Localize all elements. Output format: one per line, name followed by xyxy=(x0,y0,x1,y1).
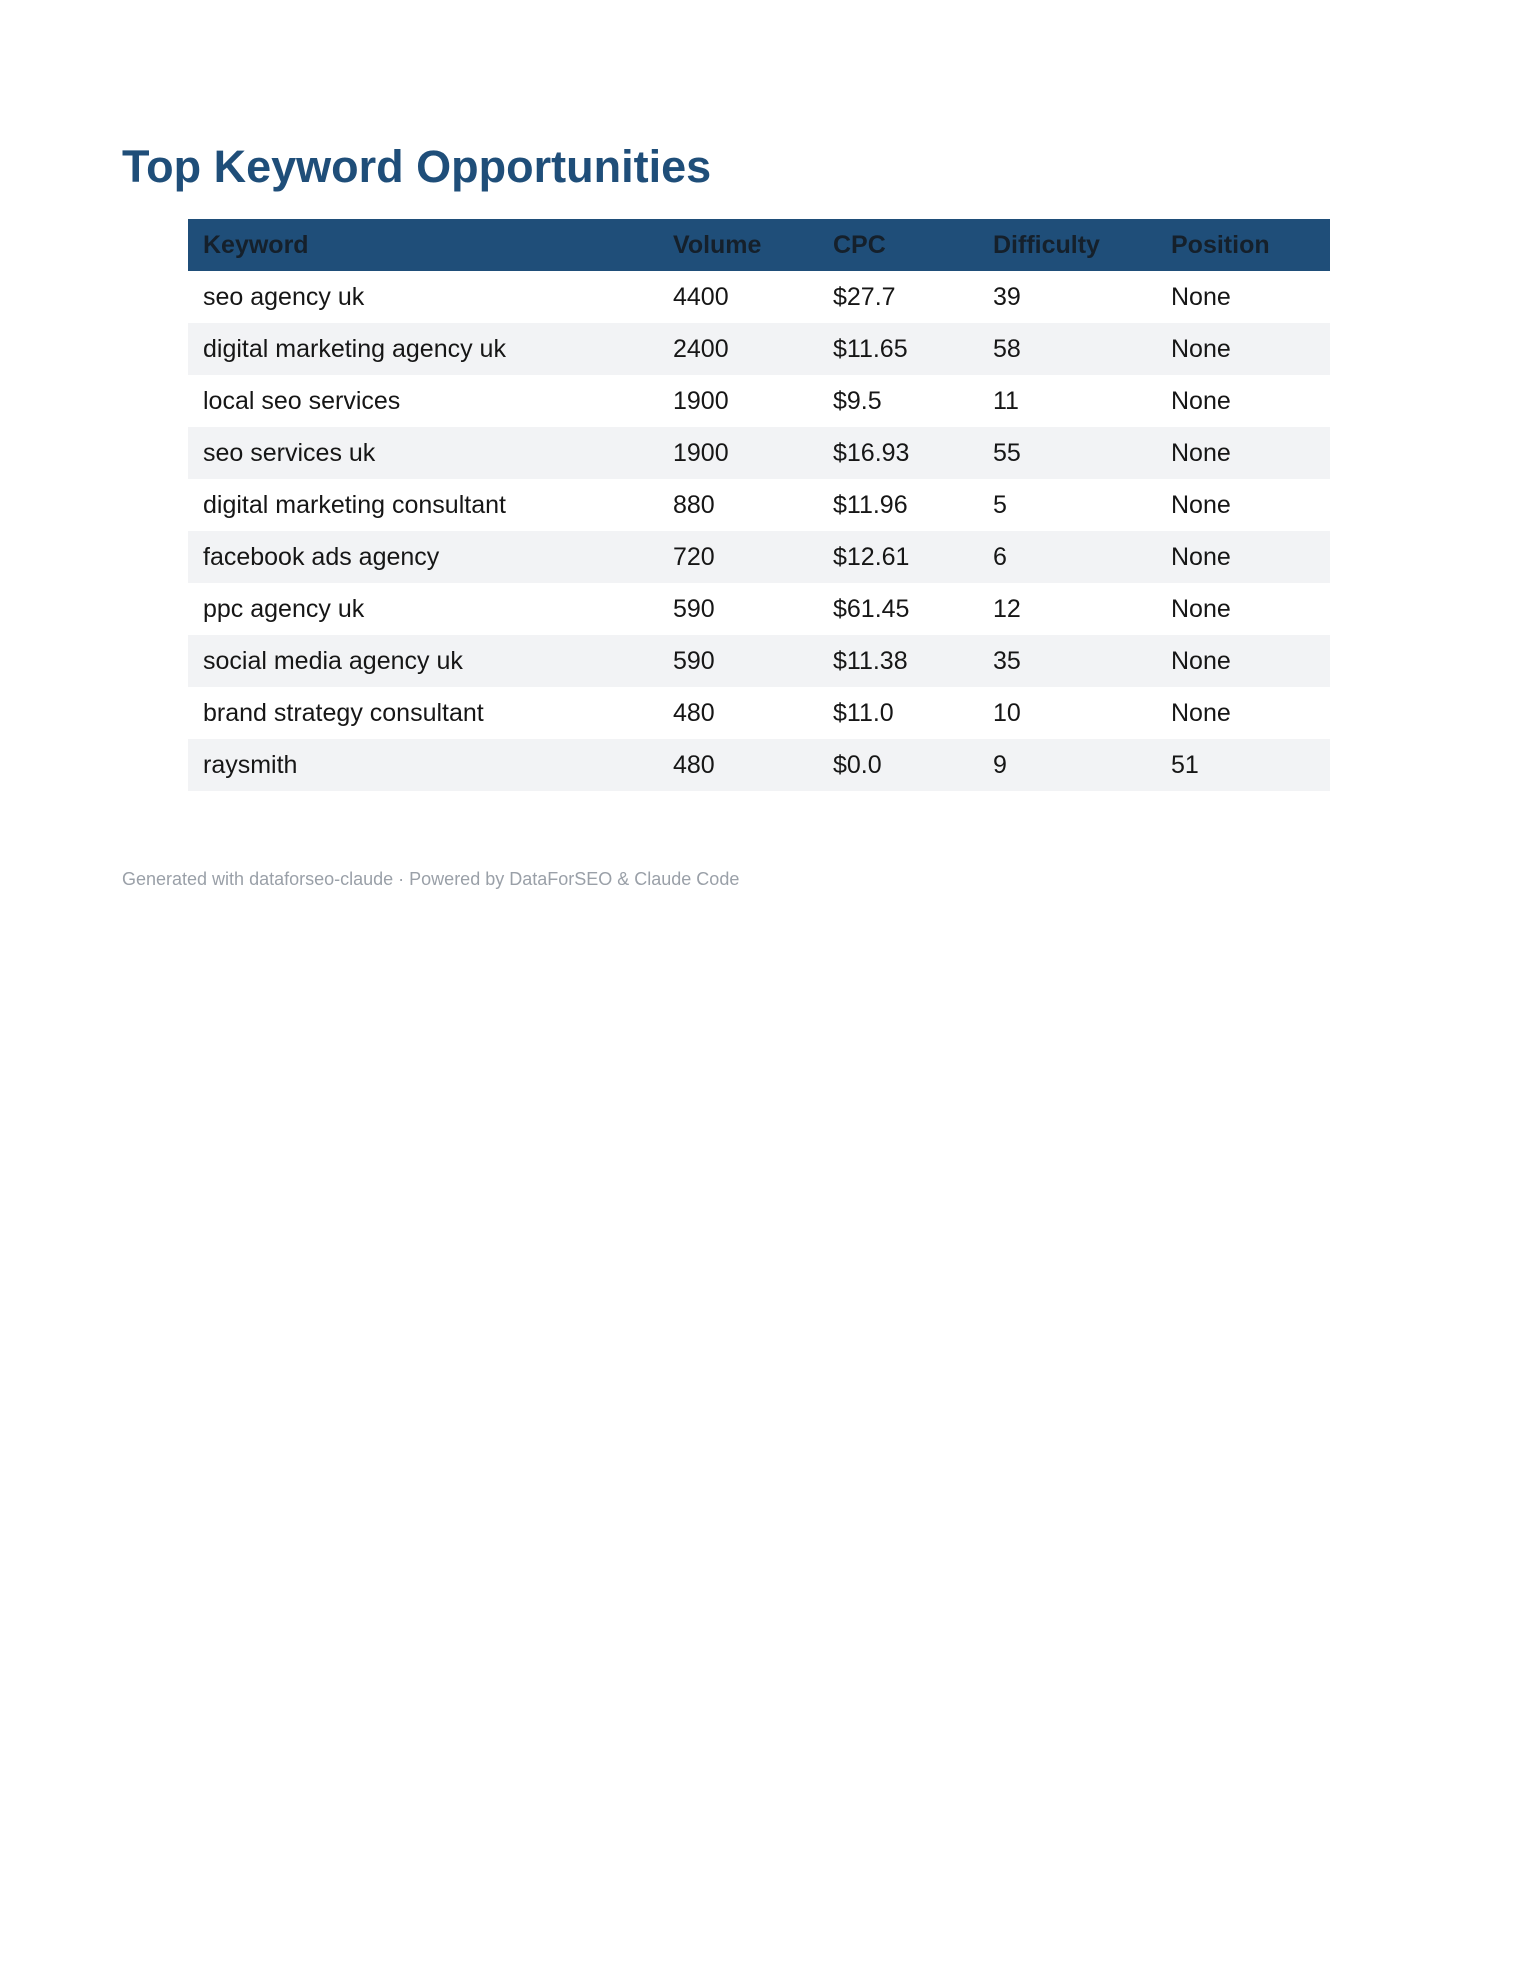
table-row xyxy=(188,271,1330,323)
volume-cell: 480 xyxy=(673,698,715,727)
difficulty-cell: 11 xyxy=(993,386,1019,415)
keyword-cell: local seo services xyxy=(203,386,401,415)
difficulty-cell: 6 xyxy=(978,531,1156,583)
position-cell: None xyxy=(1156,531,1330,583)
keyword-cell: facebook ads agency xyxy=(188,531,658,583)
table-row xyxy=(188,739,1330,791)
table-row xyxy=(188,583,1330,635)
cpc-cell: $61.45 xyxy=(833,594,910,623)
volume-cell: 1900 xyxy=(658,427,818,479)
position-cell: 51 xyxy=(1156,739,1330,791)
position-cell: None xyxy=(1171,490,1231,519)
page-title: Top Keyword Opportunities xyxy=(122,141,712,192)
table-row xyxy=(188,531,1330,583)
volume-cell: 2400 xyxy=(658,323,818,375)
cpc-cell: $11.65 xyxy=(818,323,978,375)
cpc-cell: $11.96 xyxy=(833,490,908,519)
position-cell: None xyxy=(1156,427,1330,479)
volume-cell: 1900 xyxy=(673,386,729,415)
cpc-cell: $11.38 xyxy=(818,635,978,687)
table-header xyxy=(188,219,1330,271)
keyword-cell: seo agency uk xyxy=(203,282,365,311)
table-row xyxy=(188,479,1330,531)
cpc-cell: $9.5 xyxy=(833,386,882,415)
volume-cell: 4400 xyxy=(673,282,729,311)
column-header-cpc: CPC xyxy=(818,219,978,271)
table-row xyxy=(188,375,1330,427)
difficulty-cell: 5 xyxy=(993,490,1007,519)
cpc-cell: $27.7 xyxy=(833,282,896,311)
volume-cell: 480 xyxy=(658,739,818,791)
column-header-keyword: Keyword xyxy=(188,219,658,271)
cpc-cell: $0.0 xyxy=(818,739,978,791)
keyword-cell: ppc agency uk xyxy=(203,594,365,623)
difficulty-cell: 55 xyxy=(978,427,1156,479)
difficulty-cell: 39 xyxy=(993,282,1021,311)
table-row xyxy=(188,323,1330,375)
keyword-cell: raysmith xyxy=(188,739,658,791)
table-row xyxy=(188,687,1330,739)
footer-credit: Generated with dataforseo-claude · Powered by DataForSEO & Claude Code xyxy=(122,869,740,889)
position-cell: None xyxy=(1171,594,1231,623)
position-cell: None xyxy=(1171,386,1231,415)
keyword-cell: digital marketing agency uk xyxy=(188,323,658,375)
column-header-difficulty: Difficulty xyxy=(978,219,1156,271)
volume-cell: 590 xyxy=(658,635,818,687)
keyword-table xyxy=(188,219,1330,791)
position-cell: None xyxy=(1156,323,1330,375)
volume-cell: 590 xyxy=(673,594,715,623)
position-cell: None xyxy=(1171,698,1231,727)
cpc-cell: $16.93 xyxy=(818,427,978,479)
table-row xyxy=(188,427,1330,479)
cpc-cell: $12.61 xyxy=(818,531,978,583)
difficulty-cell: 9 xyxy=(978,739,1156,791)
difficulty-cell: 12 xyxy=(993,594,1021,623)
difficulty-cell: 35 xyxy=(978,635,1156,687)
difficulty-cell: 58 xyxy=(978,323,1156,375)
column-header-position: Position xyxy=(1156,219,1330,271)
keyword-cell: brand strategy consultant xyxy=(203,698,484,727)
position-cell: None xyxy=(1171,282,1231,311)
keyword-cell: seo services uk xyxy=(188,427,658,479)
difficulty-cell: 10 xyxy=(993,698,1021,727)
cpc-cell: $11.0 xyxy=(833,698,894,727)
volume-cell: 720 xyxy=(658,531,818,583)
position-cell: None xyxy=(1156,635,1330,687)
column-header-volume: Volume xyxy=(658,219,818,271)
keyword-cell: social media agency uk xyxy=(188,635,658,687)
table-row xyxy=(188,635,1330,687)
table-header-row xyxy=(188,219,1330,271)
table-body xyxy=(188,271,1330,791)
keyword-cell: digital marketing consultant xyxy=(203,490,506,519)
volume-cell: 880 xyxy=(673,490,715,519)
